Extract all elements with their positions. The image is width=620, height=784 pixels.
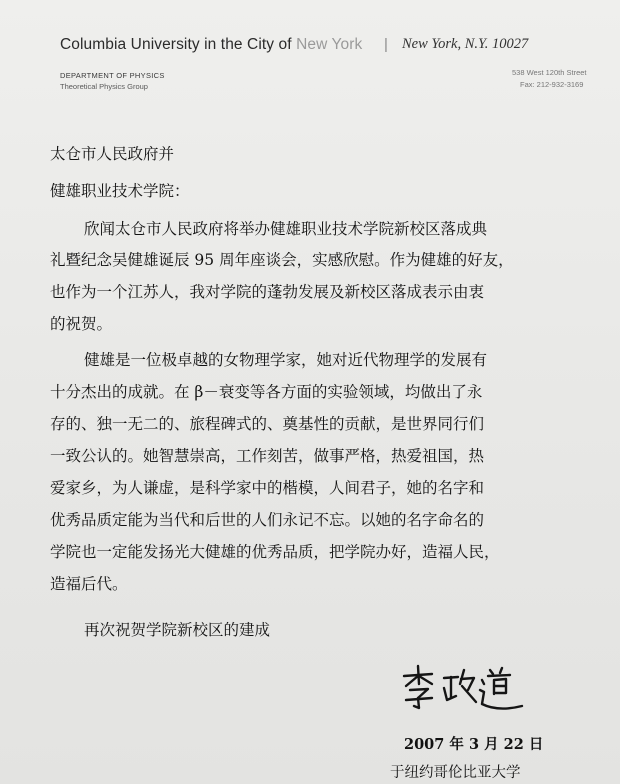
letterhead-address: 538 West 120th Street bbox=[512, 68, 587, 77]
paragraph-2-line-6: 优秀品质定能为当代和后世的人们永记不忘。以她的名字命名的 bbox=[50, 511, 485, 529]
letterhead-fax: Fax: 212-932-3169 bbox=[520, 80, 584, 89]
salutation-line-1: 太仓市人民政府并 bbox=[50, 145, 175, 163]
letterhead-group: Theoretical Physics Group bbox=[60, 82, 148, 91]
paragraph-2-line-7: 学院也一定能发扬光大健雄的优秀品质，把学院办好，造福人民， bbox=[50, 543, 500, 561]
paragraph-2-line-8: 造福后代。 bbox=[50, 575, 128, 593]
salutation-line-2: 健雄职业技术学院： bbox=[50, 182, 190, 200]
letter-date: 2007 年 3 月 22 日 bbox=[404, 736, 544, 753]
letterhead-university-prefix: Columbia University in the City of bbox=[60, 36, 297, 53]
paragraph-2-line-4: 一致公认的。她智慧崇高，工作刻苦，做事严格，热爱祖国，热 bbox=[50, 447, 485, 465]
paragraph-2-line-1: 健雄是一位极卓越的女物理学家，她对近代物理学的发展有 bbox=[84, 351, 488, 369]
paragraph-2-line-3: 存的、独一无二的、旅程碑式的、奠基性的贡献，是世界同行们 bbox=[50, 415, 485, 433]
paragraph-1-line-2: 礼暨纪念吴健雄诞辰 95 周年座谈会，实感欣慰。作为健雄的好友， bbox=[50, 251, 514, 269]
letterhead-university bbox=[60, 36, 362, 54]
letterhead-university-suffix: New York bbox=[296, 36, 363, 53]
paragraph-1-line-4: 的祝贺。 bbox=[50, 315, 113, 333]
paragraph-2-line-2: 十分杰出的成就。在 β－衰变等各方面的实验领域，均做出了永 bbox=[50, 383, 483, 401]
letterhead-city: New York, N.Y. 10027 bbox=[402, 36, 529, 52]
paragraph-1-line-1: 欣闻太仓市人民政府将举办健雄职业技术学院新校区落成典 bbox=[84, 220, 488, 238]
paragraph-1-line-3: 也作为一个江苏人，我对学院的蓬勃发展及新校区落成表示由衷 bbox=[50, 283, 485, 301]
paragraph-3-line-1: 再次祝贺学院新校区的建成 bbox=[84, 621, 271, 639]
handwritten-signature bbox=[398, 662, 528, 714]
letterhead-separator: | bbox=[384, 36, 388, 53]
letter-place: 于纽约哥伦比亚大学 bbox=[390, 765, 521, 781]
letterhead-department: DEPARTMENT OF PHYSICS bbox=[60, 71, 165, 80]
paragraph-2-line-5: 爱家乡，为人谦虚，是科学家中的楷模，人间君子，她的名字和 bbox=[50, 479, 485, 497]
